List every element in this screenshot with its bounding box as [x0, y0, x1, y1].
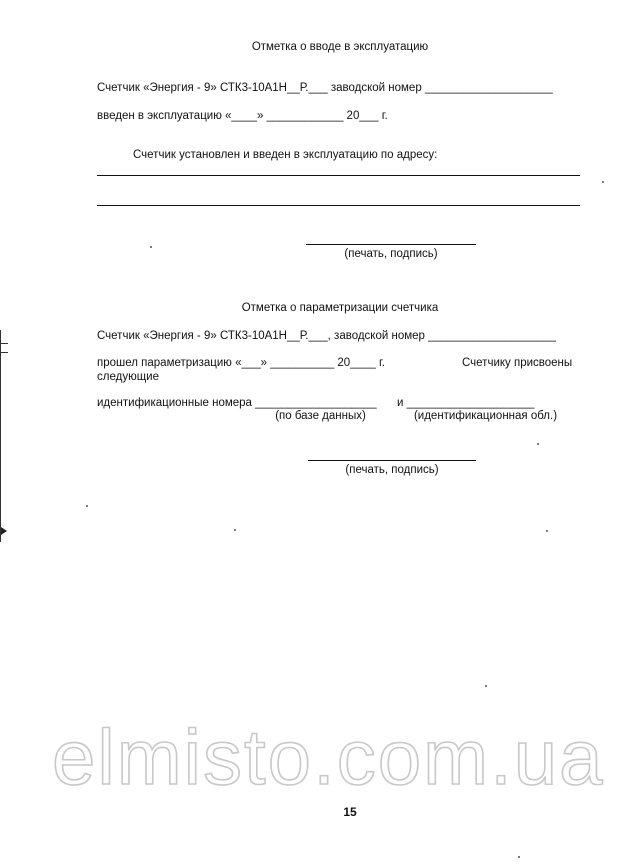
section2-title: Отметка о параметризации счетчика — [241, 302, 439, 314]
scan-edge-arrow-icon — [1, 527, 7, 535]
section2-signature-line — [308, 460, 476, 461]
scan-edge-line — [0, 330, 1, 542]
scan-speck — [150, 246, 152, 248]
section1-signature-caption: (печать, подпись) — [344, 248, 438, 260]
page-number: 15 — [343, 805, 357, 819]
section2-id-numbers-line: идентификационные номера ___________________ — [97, 397, 377, 409]
scan-speck — [485, 685, 487, 687]
section2-signature-caption: (печать, подпись) — [345, 464, 439, 476]
scan-speck — [86, 505, 88, 507]
section1-address-label: Счетчик установлен и введен в эксплуатацию по адресу: — [133, 149, 438, 161]
scan-speck — [602, 181, 604, 183]
caption-id-area: (идентификационная обл.) — [413, 410, 558, 422]
caption-database: (по базе данных) — [275, 410, 366, 422]
section2-meter-line: Счетчик «Энергия - 9» СТК3-10А1Н__Р.___, заводской номер ____________________ — [97, 330, 557, 342]
section2-following-label: следующие — [97, 371, 159, 383]
scan-edge-tick — [0, 352, 8, 353]
section1-commission-date-line: введен в эксплуатацию «____» ____________ 20___ г. — [97, 110, 388, 122]
scan-speck — [546, 530, 548, 532]
section2-parametrization-line: прошел параметризацию «___» __________ 20____ г. — [97, 357, 385, 369]
section1-signature-line — [306, 244, 476, 245]
address-line-1 — [97, 175, 580, 176]
section2-assigned-label: Счетчику присвоены — [462, 357, 573, 369]
scan-speck — [518, 856, 520, 858]
address-line-2 — [97, 205, 580, 206]
scan-edge-tick — [0, 343, 8, 344]
section2-id-numbers-and: и ____________________ — [397, 397, 535, 409]
section1-meter-line: Счетчик «Энергия - 9» СТК3-10А1Н__Р.___ заводской номер ____________________ — [97, 82, 553, 94]
section1-title: Отметка о вводе в эксплуатацию — [251, 41, 429, 53]
watermark: elmisto.com.ua — [52, 713, 605, 801]
scan-speck — [537, 443, 539, 445]
scan-speck — [234, 529, 236, 531]
